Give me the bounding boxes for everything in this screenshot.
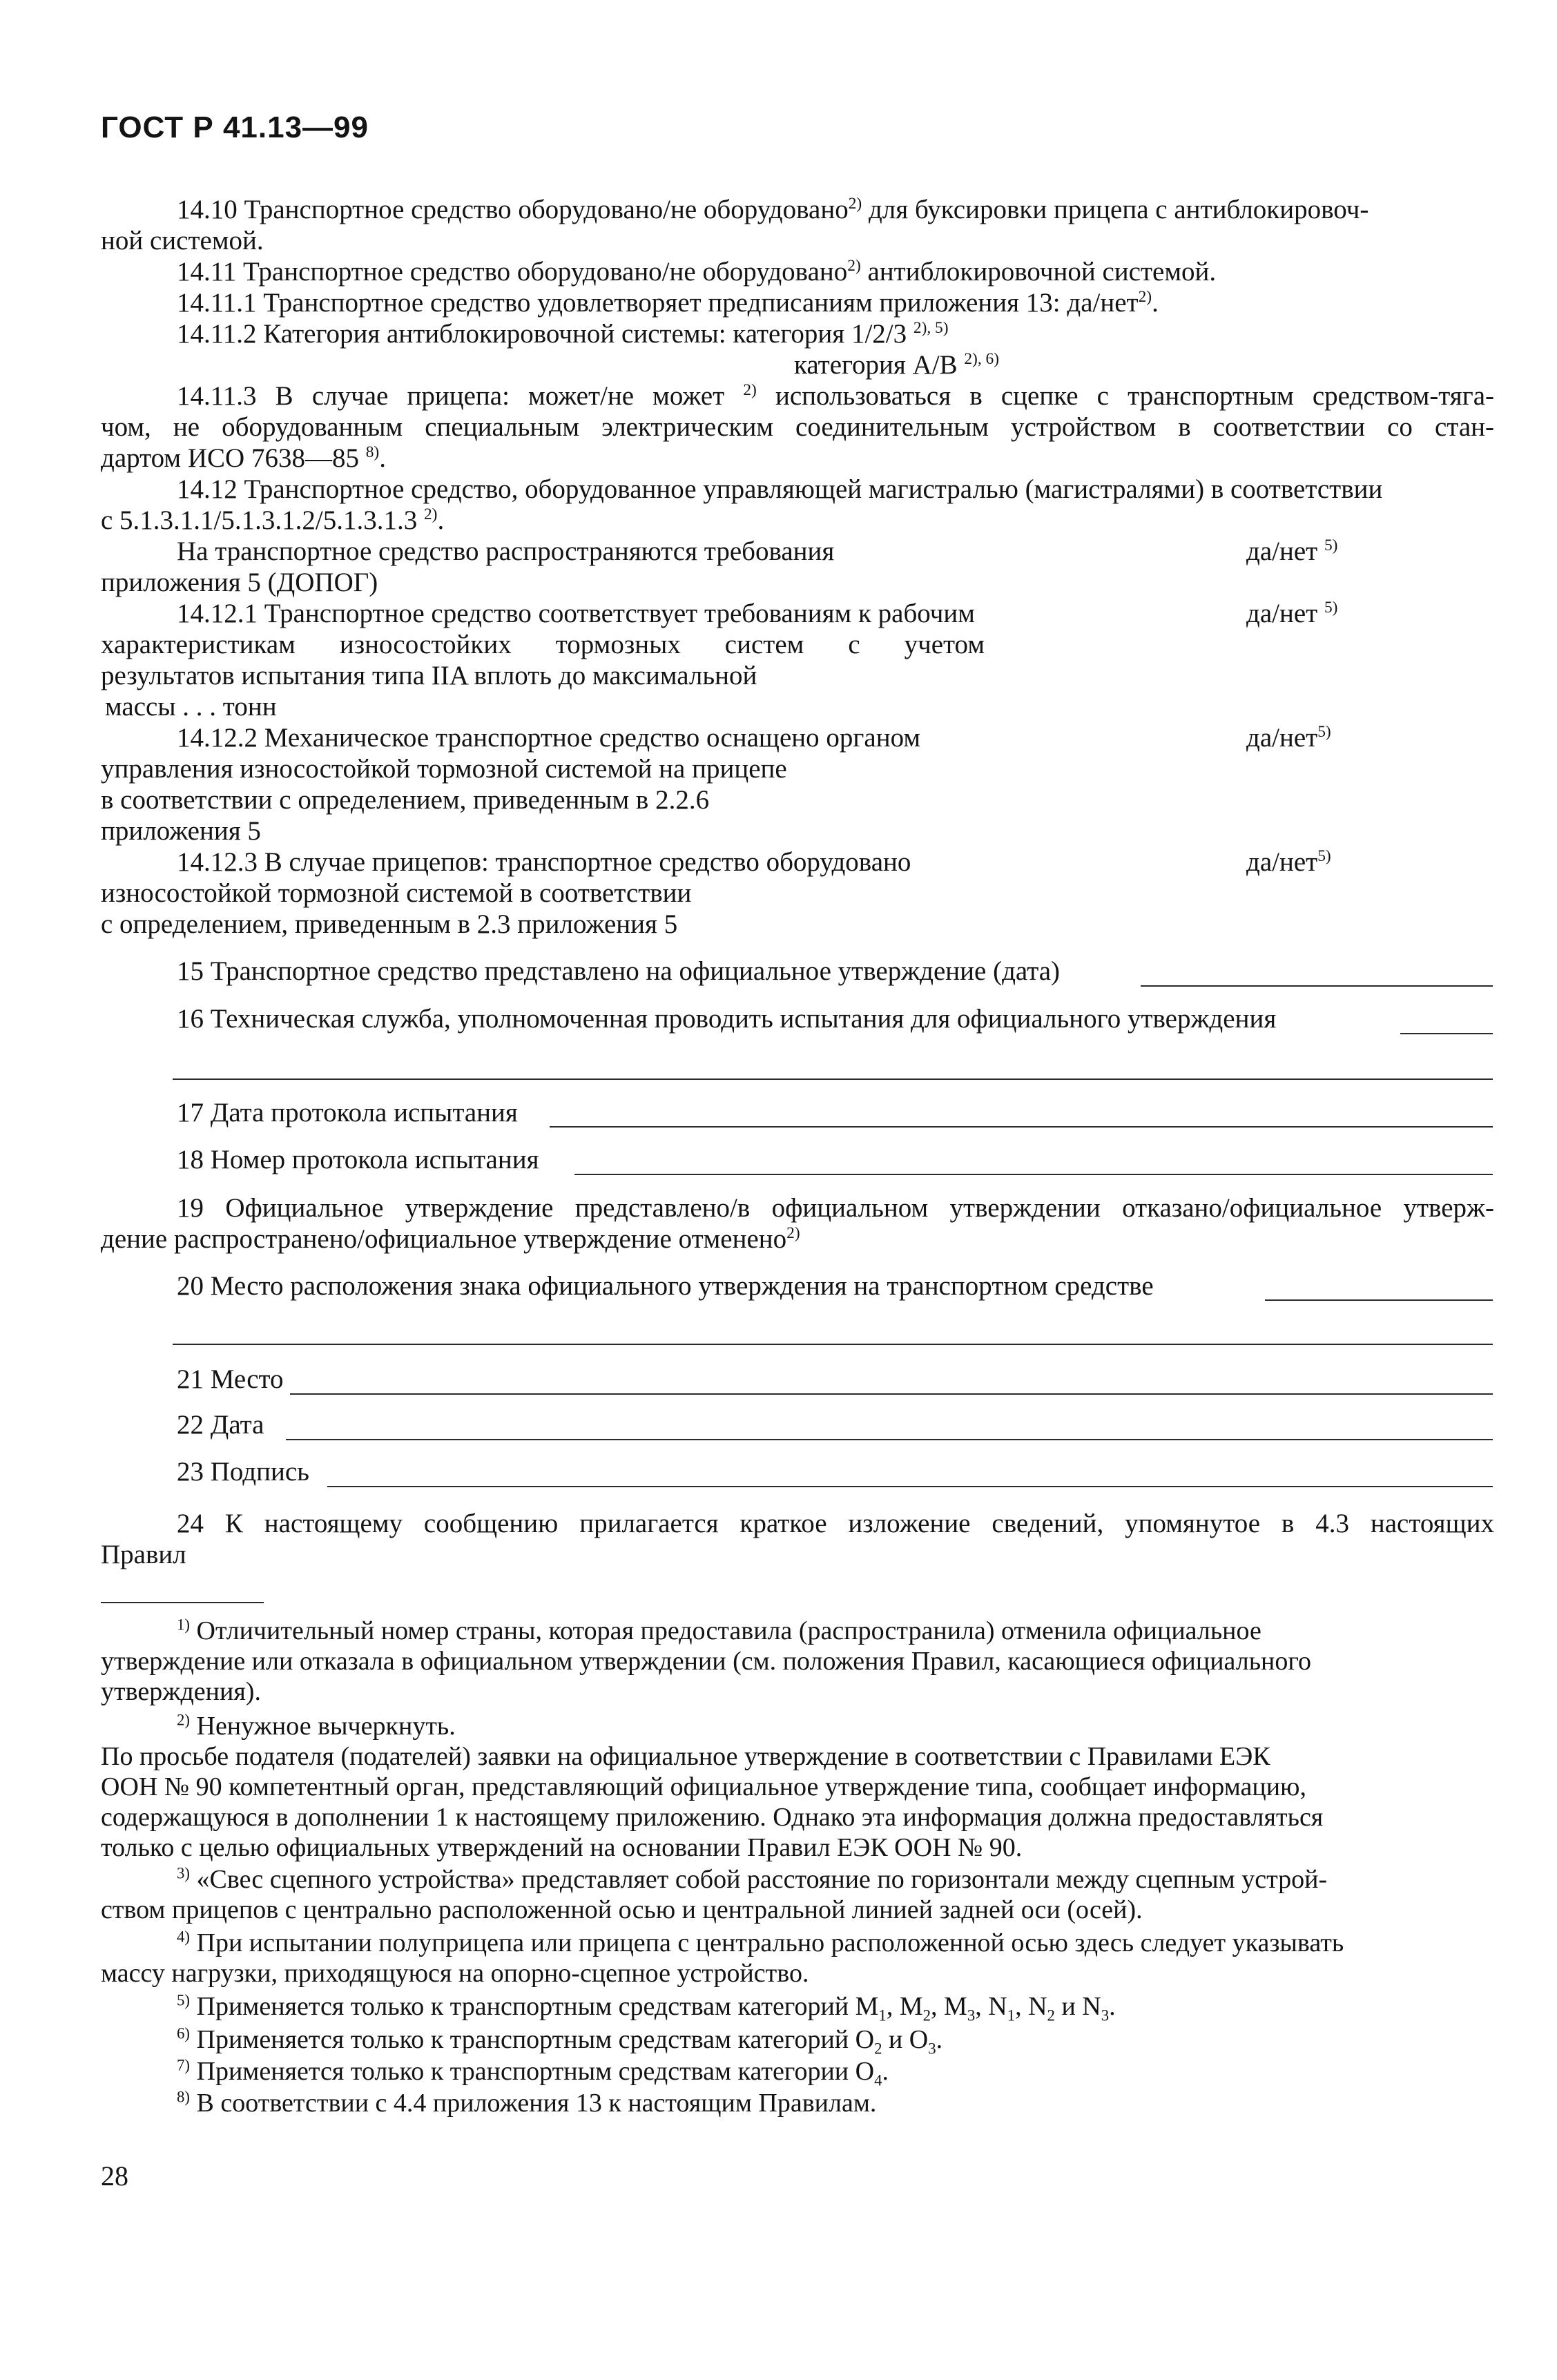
paragraph-14-12-1: 14.12.1 Транспортное средство соответствует требованиям к рабочим — [177, 599, 975, 628]
paragraph-14-12-2-line-3: в соответствии с определением, приведенным в 2.2.6 — [101, 785, 710, 815]
item-15-label: 15 Транспортное средство представлено на официальное утверждение (дата) — [177, 956, 1061, 986]
item-20-label: 20 Место расположения знака официального утверждения на транспортном средстве — [177, 1271, 1154, 1301]
paragraph-14-12-3-answer: да/нет$^{5)}$ — [1246, 847, 1331, 877]
paragraph-14-12-cont: с 5.1.3.1.1/5.1.3.1.2/5.1.3.1.3 $^{2)}$. — [101, 505, 445, 535]
adr-requirement-line-1: На транспортное средство распространяются требования — [177, 536, 835, 566]
item-18-label: 18 Номер протокола испытания — [177, 1145, 539, 1174]
footnote-2-note-line-1: По просьбе подателя (подателей) заявки на официальное утверждение в соответствии с Правилами ЕЭК — [101, 1742, 1270, 1771]
paragraph-14-12-1-answer: да/нет $^{5)}$ — [1246, 599, 1338, 628]
footnote-4: $^{4)}$ При испытании полуприцепа или прицепа с центрально расположенной осью здесь следует указывать — [177, 1928, 1344, 1957]
item-16-fill-line — [1400, 1033, 1493, 1034]
paragraph-14-12-3-line-2: износостойкой тормозной системой в соответствии — [101, 878, 692, 908]
paragraph-14-11-2-category-ab: категория А/В $^{2), 6)}$ — [794, 350, 1000, 380]
footnote-1-line-2: утверждение или отказала в официальном утверждении (см. положения Правил, касающиеся официального — [101, 1647, 1312, 1676]
item-21-fill-line — [290, 1393, 1493, 1395]
item-15-fill-line — [1141, 985, 1493, 987]
paragraph-14-11-2: 14.11.2 Категория антиблокировочной системы: категория 1/2/3 $^{2), 5)}$ — [177, 319, 949, 349]
paragraph-14-12-3-line-3: с определением, приведенным в 2.3 приложения 5 — [101, 909, 678, 939]
paragraph-14-12-2-line-4: приложения 5 — [101, 816, 261, 846]
paragraph-14-10-cont: ной системой. — [101, 226, 264, 255]
footnote-7: $^{7)}$ Применяется только к транспортным средствам категории $O_4$. — [177, 2056, 889, 2089]
item-24-cont: Правил — [101, 1540, 186, 1569]
item-16-fill-line-2 — [173, 1078, 1493, 1080]
paragraph-14-12-1-line-3: результатов испытания типа IIA вплоть до максимальной — [101, 661, 757, 690]
paragraph-14-12-3: 14.12.3 В случае прицепов: транспортное средство оборудовано — [177, 847, 911, 877]
item-21-label: 21 Место — [177, 1364, 284, 1394]
footnote-4-line-2: массу нагрузки, приходящуюся на опорно-сцепное устройство. — [101, 1959, 809, 1988]
page-number: 28 — [101, 2160, 128, 2192]
paragraph-14-12-2: 14.12.2 Механическое транспортное средство оснащено органом — [177, 723, 921, 753]
adr-requirement-line-2: приложения 5 (ДОПОГ) — [101, 568, 378, 597]
footnote-1-line-3: утверждения). — [101, 1677, 261, 1706]
footnote-2: $^{2)}$ Ненужное вычеркнуть. — [177, 1711, 456, 1741]
footnote-2-note-line-2: ООН № 90 компетентный орган, представляющий официальное утверждение типа, сообщает информацию, — [101, 1772, 1306, 1801]
item-16-label: 16 Техническая служба, уполномоченная проводить испытания для официального утверждения — [177, 1004, 1277, 1034]
footnote-3-line-2: ством прицепов с центрально расположенной осью и центральной линией задней оси (осей). — [101, 1895, 1143, 1924]
paragraph-14-11-1: 14.11.1 Транспортное средство удовлетворяет предписаниям приложения 13: да/нет$^{2)}$. — [177, 288, 1159, 318]
paragraph-14-11: 14.11 Транспортное средство оборудовано/не оборудовано$^{2)}$ антиблокировочной системой. — [177, 257, 1217, 287]
footnote-2-note-line-3: содержащуюся в дополнении 1 к настоящему приложению. Однако эта информация должна предоставляться — [101, 1803, 1324, 1832]
item-20-fill-line — [1265, 1299, 1493, 1301]
item-20-fill-line-2 — [173, 1344, 1493, 1345]
item-23-fill-line — [327, 1486, 1493, 1487]
item-17-label: 17 Дата протокола испытания — [177, 1098, 518, 1128]
item-19-cont: дение распространено/официальное утверждение отменено$^{2)}$ — [101, 1224, 800, 1254]
footnote-separator — [101, 1602, 264, 1603]
item-22-label: 22 Дата — [177, 1410, 264, 1440]
footnote-5: $^{5)}$ Применяется только к транспортным средствам категорий $M_1$, $M_2$, $M_3$, $N_1$, $N_2$ и $N_3$. — [177, 1991, 1116, 2024]
paragraph-14-12-2-line-2: управления износостойкой тормозной системой на прицепе — [101, 754, 787, 784]
item-23-label: 23 Подпись — [177, 1457, 309, 1487]
paragraph-14-12: 14.12 Транспортное средство, оборудованное управляющей магистралью (магистралями) в соответствии — [177, 474, 1383, 504]
footnote-3: $^{3)}$ «Свес сцепного устройства» представляет собой расстояние по горизонтали между сцепным устрой- — [177, 1864, 1328, 1894]
item-22-fill-line — [286, 1439, 1493, 1440]
item-19-label: 19 Официальное утверждение представлено/в официальном утверждении отказано/официальное утверж- — [177, 1193, 1494, 1223]
paragraph-14-11-3-end: дартом ИСО 7638—85 $^{8)}$. — [101, 443, 386, 473]
item-17-fill-line — [550, 1126, 1493, 1128]
paragraph-14-11-3-cont: чом, не оборудованным специальным электрическим соединительным устройством в соответствии со стан- — [101, 412, 1494, 442]
paragraph-14-12-2-answer: да/нет$^{5)}$ — [1246, 723, 1331, 753]
paragraph-14-10: 14.10 Транспортное средство оборудовано/не оборудовано$^{2)}$ для буксировки прицепа с антиблокировоч- — [177, 195, 1369, 224]
paragraph-14-11-3: 14.11.3 В случае прицепа: может/не может $^{2)}$ использоваться в сцепке с транспортным средством-тяга- — [177, 381, 1495, 411]
paragraph-14-12-1-line-4: массы . . . тонн — [105, 692, 277, 722]
adr-answer: да/нет $^{5)}$ — [1246, 536, 1338, 566]
footnote-6: $^{6)}$ Применяется только к транспортным средствам категорий $O_2$ и $O_3$. — [177, 2024, 943, 2058]
footnote-2-note-line-4: только с целью официальных утверждений на основании Правил ЕЭК ООН № 90. — [101, 1833, 1023, 1862]
paragraph-14-12-1-line-2: характеристикам износостойких тормозных систем с учетом — [101, 630, 985, 659]
document-code-header: ГОСТ Р 41.13—99 — [101, 110, 369, 144]
item-18-fill-line — [574, 1174, 1493, 1175]
item-24-label: 24 К настоящему сообщению прилагается краткое изложение сведений, упомянутое в 4.3 настоящих — [177, 1509, 1494, 1538]
footnote-1: $^{1)}$ Отличительный номер страны, которая предоставила (распространила) отменила официальное — [177, 1616, 1261, 1645]
footnote-8: $^{8)}$ В соответствии с 4.4 приложения 13 к настоящим Правилам. — [177, 2088, 877, 2118]
